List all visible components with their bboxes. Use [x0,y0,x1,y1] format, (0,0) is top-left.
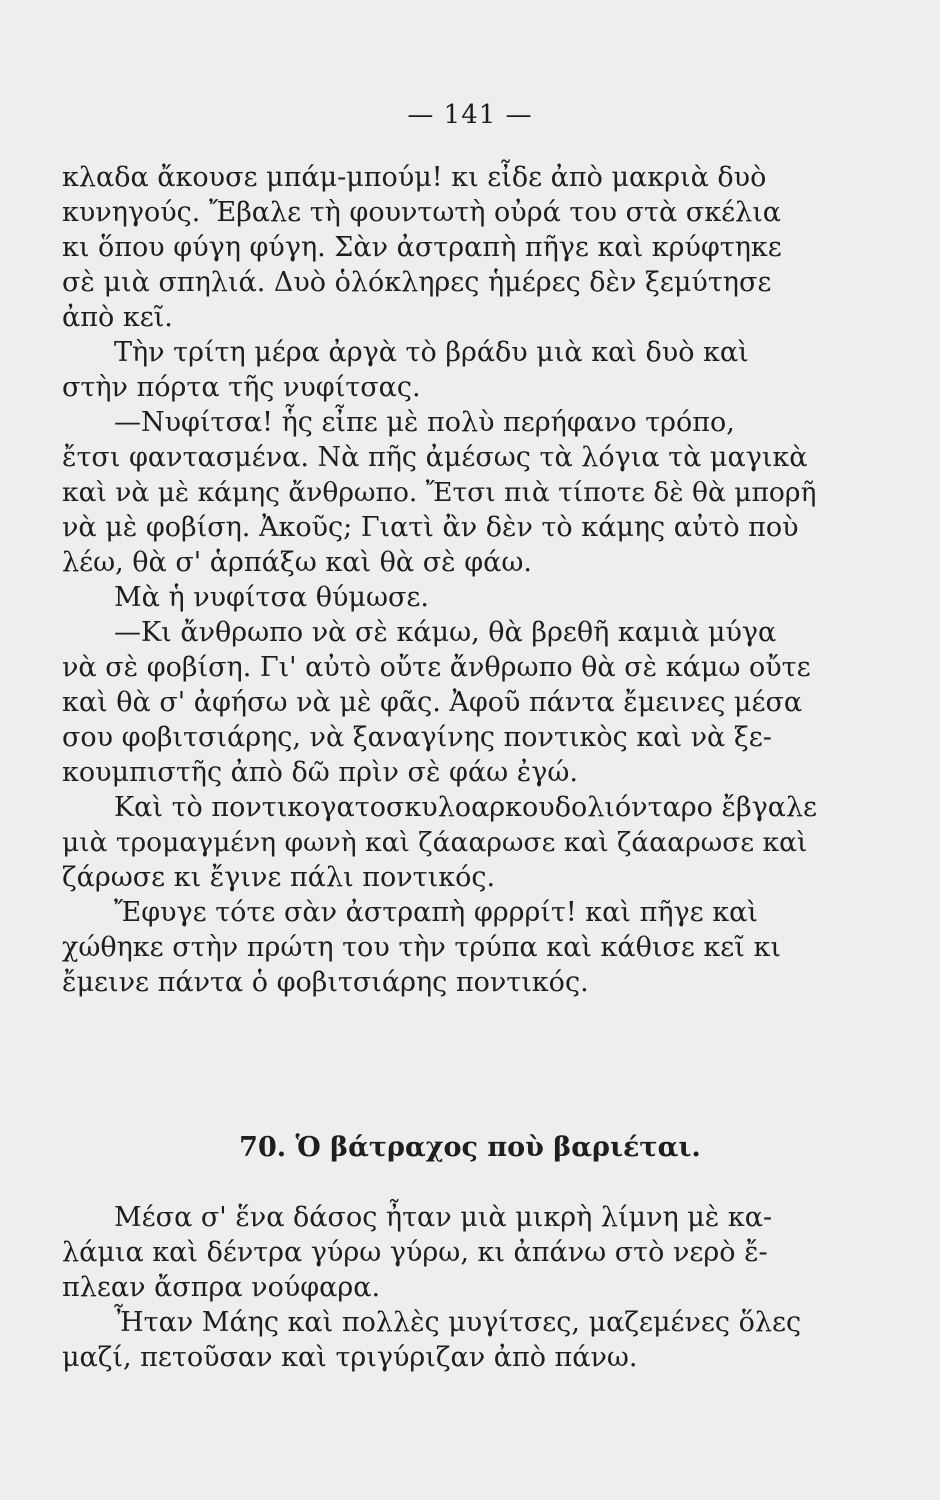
section-text-line: μαζί, πετοῦσαν καὶ τριγύριζαν ἀπὸ πάνω. [62,1342,638,1373]
text-line: σὲ μιὰ σπηλιά. Δυὸ ὁλόκληρες ἡμέρες δὲν ξεμύτησε [62,267,772,298]
text-line: —Νυφίτσα! ἧς εἶπε μὲ πολὺ περήφανο τρόπο, [114,407,735,438]
text-line: ζάρωσε κι ἔγινε πάλι ποντικός. [62,862,496,893]
text-line: καὶ θὰ σ' ἀφήσω νὰ μὲ φᾶς. Ἀφοῦ πάντα ἔμεινες μέσα [62,687,803,718]
section-text-line: Ἦταν Μάης καὶ πολλὲς μυγίτσες, μαζεμένες ὅλες [114,1307,802,1338]
text-line: Τὴν τρίτη μέρα ἀργὰ τὸ βράδυ μιὰ καὶ δυὸ καὶ [114,337,749,368]
section-text [62,1200,817,1375]
text-line: νὰ σὲ φοβίση. Γι' αὐτὸ οὔτε ἄνθρωπο θὰ σὲ κάμω οὔτε [62,652,811,683]
text-line: Μὰ ἡ νυφίτσα θύμωσε. [114,582,429,613]
text-line: ἔτσι φαντασμένα. Νὰ πῆς ἀμέσως τὰ λόγια τὰ μαγικὰ [62,442,808,473]
text-line: χώθηκε στὴν πρώτη του τὴν τρύπα καὶ κάθισε κεῖ κι [62,932,781,963]
text-line: κι ὅπου φύγη φύγη. Σὰν ἀστραπὴ πῆγε καὶ κρύφτηκε [62,232,782,263]
text-line: μιὰ τρομαγμένη φωνὴ καὶ ζάααρωσε καὶ ζάααρωσε καὶ [62,827,808,858]
body-text [62,160,817,1000]
text-line: ἔμεινε πάντα ὁ φοβιτσιάρης ποντικός. [62,967,589,998]
section-text-line: Μέσα σ' ἕνα δάσος ἦταν μιὰ μικρὴ λίμνη μὲ κα- [114,1202,773,1233]
text-line: καὶ νὰ μὲ κάμης ἄνθρωπο. Ἔτσι πιὰ τίποτε δὲ θὰ μπορῆ [62,477,817,508]
text-line: κυνηγούς. Ἔβαλε τὴ φουντωτὴ οὐρά του στὰ σκέλια [62,197,782,228]
section-text-line: λάμια καὶ δέντρα γύρω γύρω, κι ἀπάνω στὸ νερὸ ἔ- [62,1237,768,1268]
text-line: σου φοβιτσιάρης, νὰ ξαναγίνης ποντικὸς καὶ νὰ ξε- [62,722,772,753]
text-line: Ἔφυγε τότε σὰν ἀστραπὴ φρρρίτ! καὶ πῆγε καὶ [114,897,758,928]
text-line: Καὶ τὸ ποντικογατοσκυλοαρκουδολιόνταρο ἔβγαλε [114,792,818,823]
section-heading: 70. Ὁ βάτραχος ποὺ βαριέται. [239,1132,701,1163]
page-number: — 141 — [407,100,533,130]
text-line: —Κι ἄνθρωπο νὰ σὲ κάμω, θὰ βρεθῆ καμιὰ μύγα [114,617,777,648]
text-line: ἀπὸ κεῖ. [62,302,173,333]
text-line: κουμπιστῆς ἀπὸ δῶ πρὶν σὲ φάω ἐγώ. [62,757,579,788]
text-line: λέω, θὰ σ' ἁρπάξω καὶ θὰ σὲ φάω. [62,547,532,578]
text-line: νὰ μὲ φοβίση. Ἀκοῦς; Γιατὶ ἂν δὲν τὸ κάμης αὐτὸ ποὺ [62,512,799,543]
text-line: στὴν πόρτα τῆς νυφίτσας. [62,372,421,403]
text-line: κλαδα ἄκουσε μπάμ-μπούμ! κι εἶδε ἀπὸ μακριὰ δυὸ [62,162,767,193]
section-text-line: πλεαν ἄσπρα νούφαρα. [62,1272,381,1303]
